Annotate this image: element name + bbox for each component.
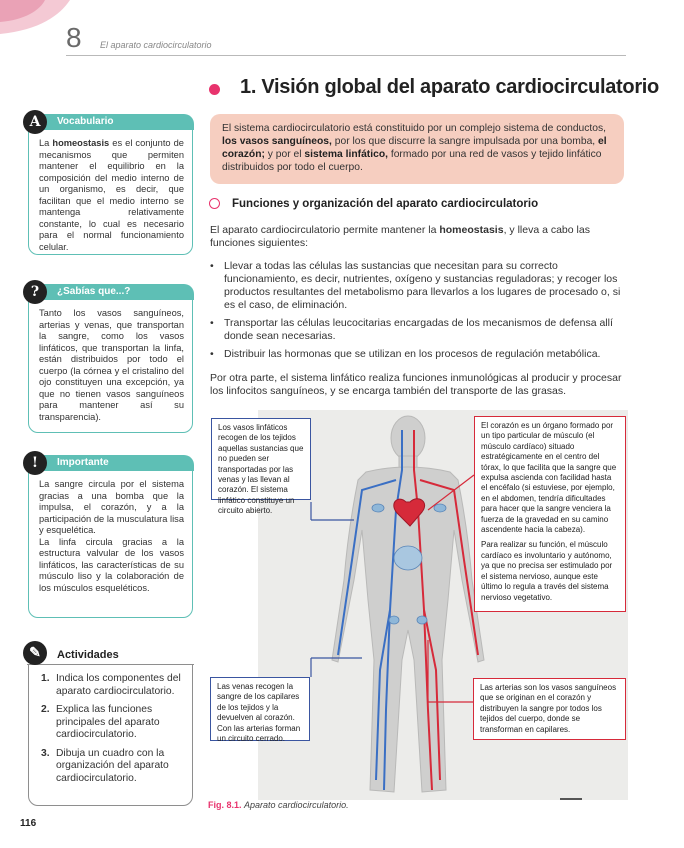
callout-arteries: Las arterias son los vasos sanguíneos que se originan en el corazón y distribuyen la sangre por todos los tejidos del cuerpo, donde se transforman en capilares. — [473, 678, 626, 740]
activities-list — [41, 673, 186, 791]
subsection-title: Funciones y organización del aparato cardiocirculatorio — [232, 198, 539, 210]
activities-title: Actividades — [27, 645, 194, 665]
activity-number: 1. — [41, 673, 50, 684]
vocabulary-term: homeostasis — [52, 138, 110, 148]
activity-text: Dibuja un cuadro con la organización del aparato cardiocirculatorio. — [56, 747, 169, 784]
intro-term-lymphatic: sistema linfático, — [304, 149, 388, 160]
important-text — [39, 479, 184, 594]
callout-heart-paragraph: El corazón es un órgano formado por un tipo particular de músculo (el músculo cardíaco) situado estratégicamente en el centro del tórax, lo que facilita que la sangre que expulsa ascienda con facilidad hasta el encéfalo (si estuviese, por ejemplo, en el abdomen, tendría dificultades para hacer que la sangre venciera la fuerza de la gravedad en su camino ascendente hacia la cabeza). — [481, 421, 617, 535]
paragraph-lymphatic: Por otra parte, el sistema linfático realiza funciones inmunológicas al producir y procesar los linfocitos sanguíneos, y se encarga también del transporte de las grasas. — [210, 372, 622, 397]
question-icon: ? — [23, 280, 47, 304]
paragraph-text: El aparato cardiocirculatorio permite mantener la — [210, 224, 440, 236]
chapter-number: 8 — [66, 22, 82, 53]
header-divider — [66, 55, 626, 56]
intro-term-vessels: los vasos sanguíneos, — [222, 136, 332, 147]
paragraph-text: , y lleva a cabo las funciones siguientes: — [210, 224, 590, 249]
activity-number: 3. — [41, 747, 50, 759]
list-item: • Distribuir las hormonas que se utilizan en los procesos de regulación metabólica. — [210, 348, 626, 361]
list-item: • Llevar a todas las células las sustancias que necesitan para su correcto funcionamiento, es decir, nutrientes, oxígeno y sustancias reguladoras; y recoger los productos resultantes del metabolismo para llevarlos a los lugares de procesado o, si es el caso, de eliminación. — [210, 260, 626, 312]
list-item: • Transportar las células leucocitarias encargadas de los mecanismos de defensa allí donde sean necesarias. — [210, 317, 626, 343]
exclamation-icon: ! — [23, 451, 47, 475]
figure-caption — [208, 800, 349, 810]
activity-text: Indica los componentes del aparato cardiocirculatorio. — [56, 673, 181, 697]
pencil-icon: ✎ — [23, 641, 47, 665]
did-you-know-box — [28, 285, 193, 433]
callout-lymphatic-vessels: Los vasos linfáticos recogen de los tejidos aquellas sustancias que no pueden ser transportadas por las venas y las llevan al corazón. El sistema linfático constituye un circuito abierto. — [211, 418, 311, 500]
term-homeostasis: homeostasis — [439, 224, 504, 236]
did-you-know-title: ¿Sabías que...? — [27, 284, 194, 300]
figure-caption-label: Fig. 8.1. — [208, 800, 242, 810]
important-title: Importante — [27, 455, 194, 471]
functions-list — [210, 260, 626, 366]
intro-text: El sistema cardiocirculatorio está constituido por un complejo sistema de conductos, — [222, 123, 607, 134]
vocabulary-icon: A — [23, 110, 47, 134]
decorative-rule — [560, 798, 582, 800]
intro-text: y por el — [264, 149, 305, 160]
important-paragraph: La sangre circula por el sistema gracias a una bomba que la impulsa, el corazón, y a la participación de la musculatura lisa y esquelética. — [39, 479, 184, 535]
activity-item — [41, 704, 186, 742]
activity-item — [41, 748, 186, 786]
intro-text: formado por una red de vasos y tejido linfático distribuidos por todo el cuerpo. — [222, 149, 602, 173]
callout-veins: Las venas recogen la sangre de los capilares de los tejidos y la devuelven al corazón. Con las arterias forman un circuito cerrado. — [210, 677, 310, 741]
vocabulary-box — [28, 115, 193, 255]
intro-box — [210, 114, 624, 184]
intro-text: por los que discurre la sangre impulsada por una bomba, — [331, 136, 596, 147]
activity-text: Explica las funciones principales del aparato cardiocirculatorio. — [56, 704, 160, 740]
important-box — [28, 456, 193, 618]
section-bullet-icon — [209, 84, 220, 95]
section-title: 1. Visión global del aparato cardiocirculatorio — [240, 76, 659, 98]
activity-number: 2. — [41, 704, 50, 715]
activities-box — [28, 646, 193, 806]
vocabulary-text-part: La — [39, 138, 53, 148]
chapter-title: El aparato cardiocirculatorio — [100, 40, 212, 50]
intro-term-heart: el corazón; — [222, 136, 607, 160]
vocabulary-title: Vocabulario — [27, 114, 194, 130]
important-paragraph: La linfa circula gracias a la estructura valvular de los vasos linfáticos, las características de su músculo liso y la colaboración de los músculos esqueléticos. — [39, 536, 184, 593]
page-number: 116 — [20, 818, 37, 829]
paragraph-functions-intro — [210, 224, 626, 250]
did-you-know-text: Tanto los vasos sanguíneos, arterias y venas, que transportan la sangre, como los vasos linfáticos, que transportan la linfa, están distribuidos por todo el cuerpo (la córnea y el cristalino del ojo constituyen una excepción, ya que no tienen vasos sanguíneos para mantener así su transparencia). — [39, 308, 184, 422]
activity-item — [41, 673, 186, 698]
figure-caption-text: Aparato cardiocirculatorio. — [244, 800, 349, 810]
callout-heart-paragraph: Para realizar su función, el músculo cardíaco es involuntario y autónomo, ya que no precisa ser estimulado por el sistema nervioso, aunque este último lo regula a través del sistema nervioso vegetativo. — [481, 540, 613, 602]
callout-heart — [474, 416, 626, 612]
subsection-ring-icon — [209, 198, 220, 209]
vocabulary-text — [39, 138, 184, 253]
vocabulary-text-part: es el conjunto de mecanismos que permiten mantener el equilibrio en la composición del medio interno de un organismo, es decir, que facilitan que el medio interno se mantenga relativamente constante, lo cual es necesario para el normal funcionamiento celular. — [39, 138, 184, 252]
